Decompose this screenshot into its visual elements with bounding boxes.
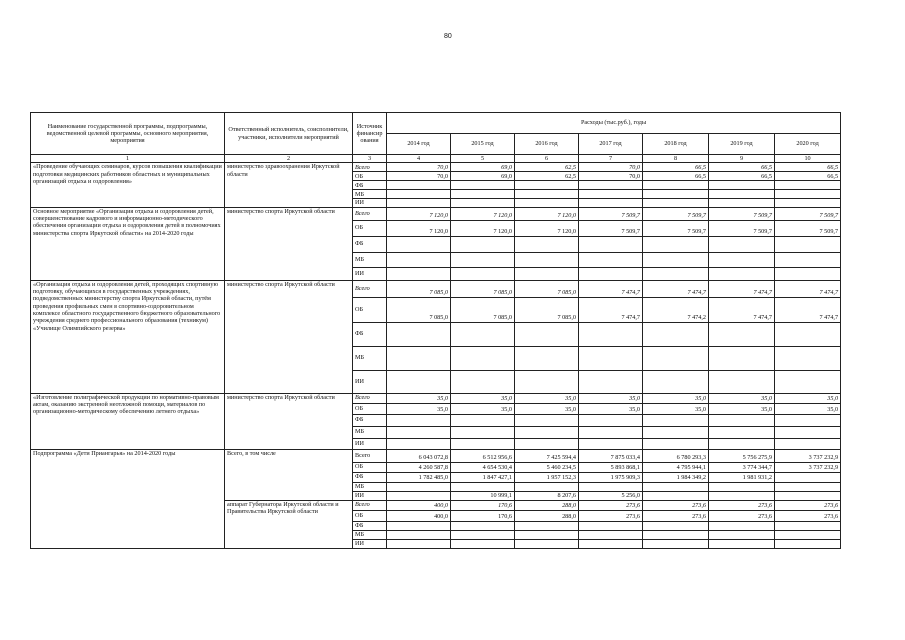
amount-cell <box>387 252 451 267</box>
amount-cell: 5 256,0 <box>579 491 643 500</box>
amount-cell <box>775 346 841 370</box>
amount-cell: 170,6 <box>451 500 515 510</box>
funding-source-cell: МБ <box>353 482 387 491</box>
amount-cell: 1 981 931,2 <box>709 472 775 482</box>
amount-cell <box>451 346 515 370</box>
amount-cell <box>515 530 579 539</box>
amount-cell: 62,5 <box>515 163 579 172</box>
header-name: Наименование государственной программы, подпрограммы, ведомственной целевой программы, основного мероприятия, мероприятия <box>31 113 225 155</box>
amount-cell <box>451 322 515 346</box>
amount-cell: 66,5 <box>709 163 775 172</box>
amount-cell <box>451 539 515 548</box>
column-number: 3 <box>353 155 387 163</box>
amount-cell <box>451 530 515 539</box>
amount-cell <box>643 491 709 500</box>
amount-cell: 273,6 <box>643 500 709 510</box>
amount-cell: 7 474,7 <box>579 297 643 322</box>
amount-cell: 70,0 <box>579 163 643 172</box>
amount-cell <box>579 438 643 449</box>
amount-cell: 3 737 232,9 <box>775 462 841 472</box>
funding-source-cell: ФБ <box>353 521 387 530</box>
amount-cell <box>579 414 643 426</box>
amount-cell <box>515 414 579 426</box>
column-number: 4 <box>387 155 451 163</box>
amount-cell <box>775 236 841 252</box>
funding-source-cell: ИИ <box>353 491 387 500</box>
amount-cell <box>579 426 643 438</box>
amount-cell <box>775 322 841 346</box>
amount-cell <box>643 181 709 190</box>
amount-cell: 35,0 <box>775 393 841 403</box>
amount-cell: 7 509,7 <box>775 207 841 220</box>
amount-cell <box>643 539 709 548</box>
amount-cell: 7 120,0 <box>451 220 515 236</box>
amount-cell <box>775 472 841 482</box>
amount-cell <box>451 252 515 267</box>
amount-cell <box>643 521 709 530</box>
amount-cell: 7 474,7 <box>579 280 643 297</box>
page-number: 80 <box>444 33 452 40</box>
amount-cell <box>579 181 643 190</box>
amount-cell: 66,5 <box>709 172 775 181</box>
amount-cell <box>579 190 643 199</box>
amount-cell <box>775 370 841 393</box>
expenditure-table <box>30 112 841 549</box>
header-source: Источник финансир ования <box>353 113 387 155</box>
amount-cell <box>387 199 451 207</box>
amount-cell <box>515 252 579 267</box>
amount-cell <box>775 539 841 548</box>
amount-cell: 400,0 <box>387 510 451 521</box>
amount-cell <box>387 521 451 530</box>
amount-cell <box>515 539 579 548</box>
amount-cell: 7 085,0 <box>515 280 579 297</box>
amount-cell <box>709 530 775 539</box>
amount-cell: 35,0 <box>515 393 579 403</box>
amount-cell: 288,0 <box>515 510 579 521</box>
amount-cell: 5 460 234,5 <box>515 462 579 472</box>
funding-source-cell: ОБ <box>353 297 387 322</box>
amount-cell <box>579 252 643 267</box>
amount-cell <box>579 346 643 370</box>
amount-cell: 273,6 <box>709 510 775 521</box>
amount-cell: 35,0 <box>579 393 643 403</box>
amount-cell: 8 207,6 <box>515 491 579 500</box>
amount-cell: 273,6 <box>775 500 841 510</box>
amount-cell <box>775 521 841 530</box>
funding-source-cell: ФБ <box>353 414 387 426</box>
amount-cell <box>643 426 709 438</box>
amount-cell <box>451 438 515 449</box>
amount-cell <box>579 236 643 252</box>
header-colnum-row <box>31 155 841 163</box>
column-number: 2 <box>225 155 353 163</box>
measure-name-cell: «Организация отдыха и оздоровления детей, проходящих спортивную подготовку, обучающихся в государственных учреждениях, подведомственных министерству спорта Иркутской области, путём проведения профильных смен в спортивно-оздоровительном комплексе областного государственного бюджетного образовательного учреждения среднего профессионального образования (техникум) «Училище Олимпийского резерва» <box>31 280 225 393</box>
executor-cell: министерство спорта Иркутской области <box>225 207 353 280</box>
amount-cell: 35,0 <box>775 403 841 414</box>
funding-source-cell: ИИ <box>353 199 387 207</box>
amount-cell <box>387 414 451 426</box>
amount-cell: 35,0 <box>709 393 775 403</box>
column-number: 6 <box>515 155 579 163</box>
amount-cell <box>643 267 709 280</box>
amount-cell <box>709 199 775 207</box>
funding-source-cell: ФБ <box>353 472 387 482</box>
amount-cell <box>775 199 841 207</box>
amount-cell: 7 120,0 <box>451 207 515 220</box>
amount-cell <box>387 426 451 438</box>
amount-cell: 7 474,2 <box>643 297 709 322</box>
funding-source-cell: ФБ <box>353 181 387 190</box>
amount-cell <box>775 252 841 267</box>
amount-cell <box>451 426 515 438</box>
amount-cell <box>643 236 709 252</box>
amount-cell <box>709 267 775 280</box>
column-number: 1 <box>31 155 225 163</box>
amount-cell: 70,0 <box>579 172 643 181</box>
amount-cell <box>709 438 775 449</box>
funding-source-cell: Всего <box>353 393 387 403</box>
column-number: 7 <box>579 155 643 163</box>
amount-cell: 7 474,7 <box>709 280 775 297</box>
amount-cell: 3 737 232,9 <box>775 449 841 462</box>
amount-cell <box>387 370 451 393</box>
amount-cell <box>643 322 709 346</box>
amount-cell: 7 085,0 <box>451 280 515 297</box>
amount-cell: 7 474,7 <box>775 280 841 297</box>
table-row <box>31 393 841 403</box>
amount-cell <box>387 438 451 449</box>
amount-cell <box>775 190 841 199</box>
executor-cell: министерство спорта Иркутской области <box>225 280 353 393</box>
amount-cell: 3 774 344,7 <box>709 462 775 472</box>
measure-name-cell: «Изготовление полиграфической продукции по нормативно-правовым актам, оказанию экстренной неотложной помощи, материалов по организационно-методическому обеспечению летнего отдыха» <box>31 393 225 449</box>
amount-cell: 273,6 <box>579 510 643 521</box>
amount-cell <box>387 267 451 280</box>
amount-cell <box>387 236 451 252</box>
amount-cell <box>775 491 841 500</box>
funding-source-cell: ИИ <box>353 370 387 393</box>
amount-cell <box>709 426 775 438</box>
amount-cell: 66,5 <box>643 163 709 172</box>
amount-cell <box>643 199 709 207</box>
amount-cell: 35,0 <box>643 393 709 403</box>
amount-cell: 7 474,7 <box>643 280 709 297</box>
amount-cell: 7 120,0 <box>515 220 579 236</box>
funding-source-cell: ФБ <box>353 322 387 346</box>
amount-cell: 10 999,1 <box>451 491 515 500</box>
amount-cell <box>709 322 775 346</box>
amount-cell: 7 509,7 <box>579 207 643 220</box>
amount-cell <box>515 199 579 207</box>
amount-cell <box>579 370 643 393</box>
amount-cell <box>515 236 579 252</box>
amount-cell <box>579 521 643 530</box>
amount-cell: 1 847 427,1 <box>451 472 515 482</box>
table-row <box>31 207 841 220</box>
measure-name-cell: «Проведение обучающих семинаров, курсов повышения квалификации подготовки медицинских работников областных и муниципальных организаций отдыха и оздоровления» <box>31 163 225 207</box>
amount-cell <box>515 370 579 393</box>
amount-cell: 400,0 <box>387 500 451 510</box>
amount-cell: 6 512 956,6 <box>451 449 515 462</box>
funding-source-cell: ОБ <box>353 510 387 521</box>
header-year: 2015 год <box>451 134 515 155</box>
amount-cell: 5 893 868,1 <box>579 462 643 472</box>
amount-cell <box>579 322 643 346</box>
amount-cell: 273,6 <box>579 500 643 510</box>
amount-cell: 273,6 <box>775 510 841 521</box>
amount-cell: 7 474,7 <box>709 297 775 322</box>
amount-cell <box>709 370 775 393</box>
funding-source-cell: ОБ <box>353 403 387 414</box>
amount-cell <box>709 539 775 548</box>
table-row <box>31 163 841 172</box>
amount-cell <box>709 181 775 190</box>
amount-cell <box>451 521 515 530</box>
amount-cell <box>451 190 515 199</box>
amount-cell: 7 474,7 <box>775 297 841 322</box>
table-row <box>31 449 841 462</box>
amount-cell: 170,6 <box>451 510 515 521</box>
amount-cell: 7 085,0 <box>451 297 515 322</box>
amount-cell: 70,0 <box>387 163 451 172</box>
amount-cell <box>515 521 579 530</box>
column-number: 5 <box>451 155 515 163</box>
executor-cell: Всего, в том числе <box>225 449 353 500</box>
amount-cell <box>709 414 775 426</box>
amount-cell <box>709 482 775 491</box>
funding-source-cell: ИИ <box>353 267 387 280</box>
amount-cell <box>709 190 775 199</box>
amount-cell <box>451 370 515 393</box>
amount-cell: 35,0 <box>387 403 451 414</box>
amount-cell: 35,0 <box>515 403 579 414</box>
amount-cell <box>387 322 451 346</box>
amount-cell <box>775 482 841 491</box>
amount-cell: 4 260 587,8 <box>387 462 451 472</box>
header-year: 2016 год <box>515 134 579 155</box>
amount-cell <box>387 530 451 539</box>
amount-cell: 7 509,7 <box>709 220 775 236</box>
funding-source-cell: ФБ <box>353 236 387 252</box>
header-year: 2017 год <box>579 134 643 155</box>
amount-cell <box>709 252 775 267</box>
amount-cell: 1 984 349,2 <box>643 472 709 482</box>
amount-cell: 35,0 <box>451 403 515 414</box>
column-number: 9 <box>709 155 775 163</box>
amount-cell <box>387 491 451 500</box>
funding-source-cell: Всего <box>353 207 387 220</box>
amount-cell <box>775 267 841 280</box>
amount-cell <box>579 267 643 280</box>
amount-cell: 7 085,0 <box>387 297 451 322</box>
header-year: 2019 год <box>709 134 775 155</box>
amount-cell: 35,0 <box>451 393 515 403</box>
amount-cell: 7 120,0 <box>515 207 579 220</box>
measure-name-cell: Основное мероприятие «Организация отдыха и оздоровления детей, совершенствование кадрового и информационно-методического обеспечения организации отдыха и оздоровления детей в полномочиях министерства спорта Иркутской области» на 2014-2020 годы <box>31 207 225 280</box>
amount-cell: 69,0 <box>451 172 515 181</box>
amount-cell: 35,0 <box>387 393 451 403</box>
amount-cell <box>387 181 451 190</box>
amount-cell <box>515 438 579 449</box>
amount-cell: 7 509,7 <box>709 207 775 220</box>
amount-cell: 66,5 <box>775 172 841 181</box>
amount-cell <box>451 236 515 252</box>
amount-cell <box>709 521 775 530</box>
amount-cell <box>643 438 709 449</box>
header-year: 2014 год <box>387 134 451 155</box>
amount-cell: 7 085,0 <box>387 280 451 297</box>
amount-cell <box>451 267 515 280</box>
amount-cell: 1 975 909,3 <box>579 472 643 482</box>
funding-source-cell: ОБ <box>353 220 387 236</box>
funding-source-cell: ИИ <box>353 438 387 449</box>
amount-cell: 66,5 <box>643 172 709 181</box>
amount-cell <box>387 539 451 548</box>
amount-cell: 4 795 944,1 <box>643 462 709 472</box>
amount-cell: 66,5 <box>775 163 841 172</box>
amount-cell <box>579 539 643 548</box>
amount-cell: 69,0 <box>451 163 515 172</box>
amount-cell <box>515 322 579 346</box>
funding-source-cell: МБ <box>353 346 387 370</box>
amount-cell <box>775 426 841 438</box>
amount-cell <box>515 190 579 199</box>
funding-source-cell: МБ <box>353 426 387 438</box>
amount-cell <box>643 482 709 491</box>
amount-cell <box>643 346 709 370</box>
amount-cell <box>643 370 709 393</box>
amount-cell: 5 756 275,9 <box>709 449 775 462</box>
funding-source-cell: МБ <box>353 190 387 199</box>
amount-cell <box>515 346 579 370</box>
funding-source-cell: ИИ <box>353 539 387 548</box>
amount-cell <box>387 482 451 491</box>
amount-cell <box>451 181 515 190</box>
column-number: 8 <box>643 155 709 163</box>
funding-source-cell: МБ <box>353 252 387 267</box>
amount-cell <box>451 414 515 426</box>
amount-cell <box>775 414 841 426</box>
amount-cell: 7 120,0 <box>387 220 451 236</box>
amount-cell <box>515 426 579 438</box>
amount-cell <box>451 199 515 207</box>
amount-cell: 6 043 072,8 <box>387 449 451 462</box>
amount-cell <box>643 414 709 426</box>
amount-cell <box>775 530 841 539</box>
funding-source-cell: Всего <box>353 500 387 510</box>
amount-cell <box>387 346 451 370</box>
amount-cell <box>709 491 775 500</box>
amount-cell <box>643 530 709 539</box>
amount-cell: 35,0 <box>709 403 775 414</box>
column-number: 10 <box>775 155 841 163</box>
executor-cell: министерство здравоохранения Иркутской области <box>225 163 353 207</box>
amount-cell: 7 085,0 <box>515 297 579 322</box>
amount-cell: 35,0 <box>643 403 709 414</box>
amount-cell <box>515 267 579 280</box>
table-body <box>31 163 841 548</box>
amount-cell <box>387 190 451 199</box>
amount-cell: 273,6 <box>709 500 775 510</box>
header-expenses: Расходы (тыс.руб.), годы <box>387 113 841 134</box>
funding-source-cell: Всего <box>353 449 387 462</box>
amount-cell: 7 509,7 <box>643 207 709 220</box>
amount-cell <box>451 482 515 491</box>
amount-cell: 4 654 530,4 <box>451 462 515 472</box>
amount-cell <box>515 181 579 190</box>
amount-cell <box>579 199 643 207</box>
amount-cell <box>579 530 643 539</box>
subprogram-name-cell: Подпрограмма «Дети Приангарья» на 2014-2020 годы <box>31 449 225 548</box>
funding-source-cell: ОБ <box>353 462 387 472</box>
header-year: 2020 год <box>775 134 841 155</box>
funding-source-cell: МБ <box>353 530 387 539</box>
amount-cell: 70,0 <box>387 172 451 181</box>
amount-cell: 62,5 <box>515 172 579 181</box>
amount-cell: 35,0 <box>579 403 643 414</box>
amount-cell <box>515 482 579 491</box>
amount-cell: 6 780 293,3 <box>643 449 709 462</box>
amount-cell: 1 957 152,3 <box>515 472 579 482</box>
amount-cell <box>643 252 709 267</box>
amount-cell <box>775 438 841 449</box>
amount-cell <box>709 236 775 252</box>
amount-cell: 7 875 033,4 <box>579 449 643 462</box>
amount-cell: 7 509,7 <box>643 220 709 236</box>
funding-source-cell: ОБ <box>353 172 387 181</box>
executor-cell: аппарат Губернатора Иркутской области и Правительства Иркутской области <box>225 500 353 548</box>
executor-cell: министерство спорта Иркутской области <box>225 393 353 449</box>
amount-cell: 7 120,0 <box>387 207 451 220</box>
amount-cell: 7 509,7 <box>579 220 643 236</box>
amount-cell <box>709 346 775 370</box>
header-year: 2018 год <box>643 134 709 155</box>
amount-cell: 7 425 594,4 <box>515 449 579 462</box>
table-row <box>31 280 841 297</box>
amount-cell: 288,0 <box>515 500 579 510</box>
funding-source-cell: Всего <box>353 163 387 172</box>
funding-source-cell: Всего <box>353 280 387 297</box>
amount-cell <box>775 181 841 190</box>
amount-cell: 273,6 <box>643 510 709 521</box>
amount-cell: 7 509,7 <box>775 220 841 236</box>
header-executor: Ответственный исполнитель, соисполнители, участники, исполнители мероприятий <box>225 113 353 155</box>
amount-cell: 1 782 485,0 <box>387 472 451 482</box>
amount-cell <box>643 190 709 199</box>
amount-cell <box>579 482 643 491</box>
